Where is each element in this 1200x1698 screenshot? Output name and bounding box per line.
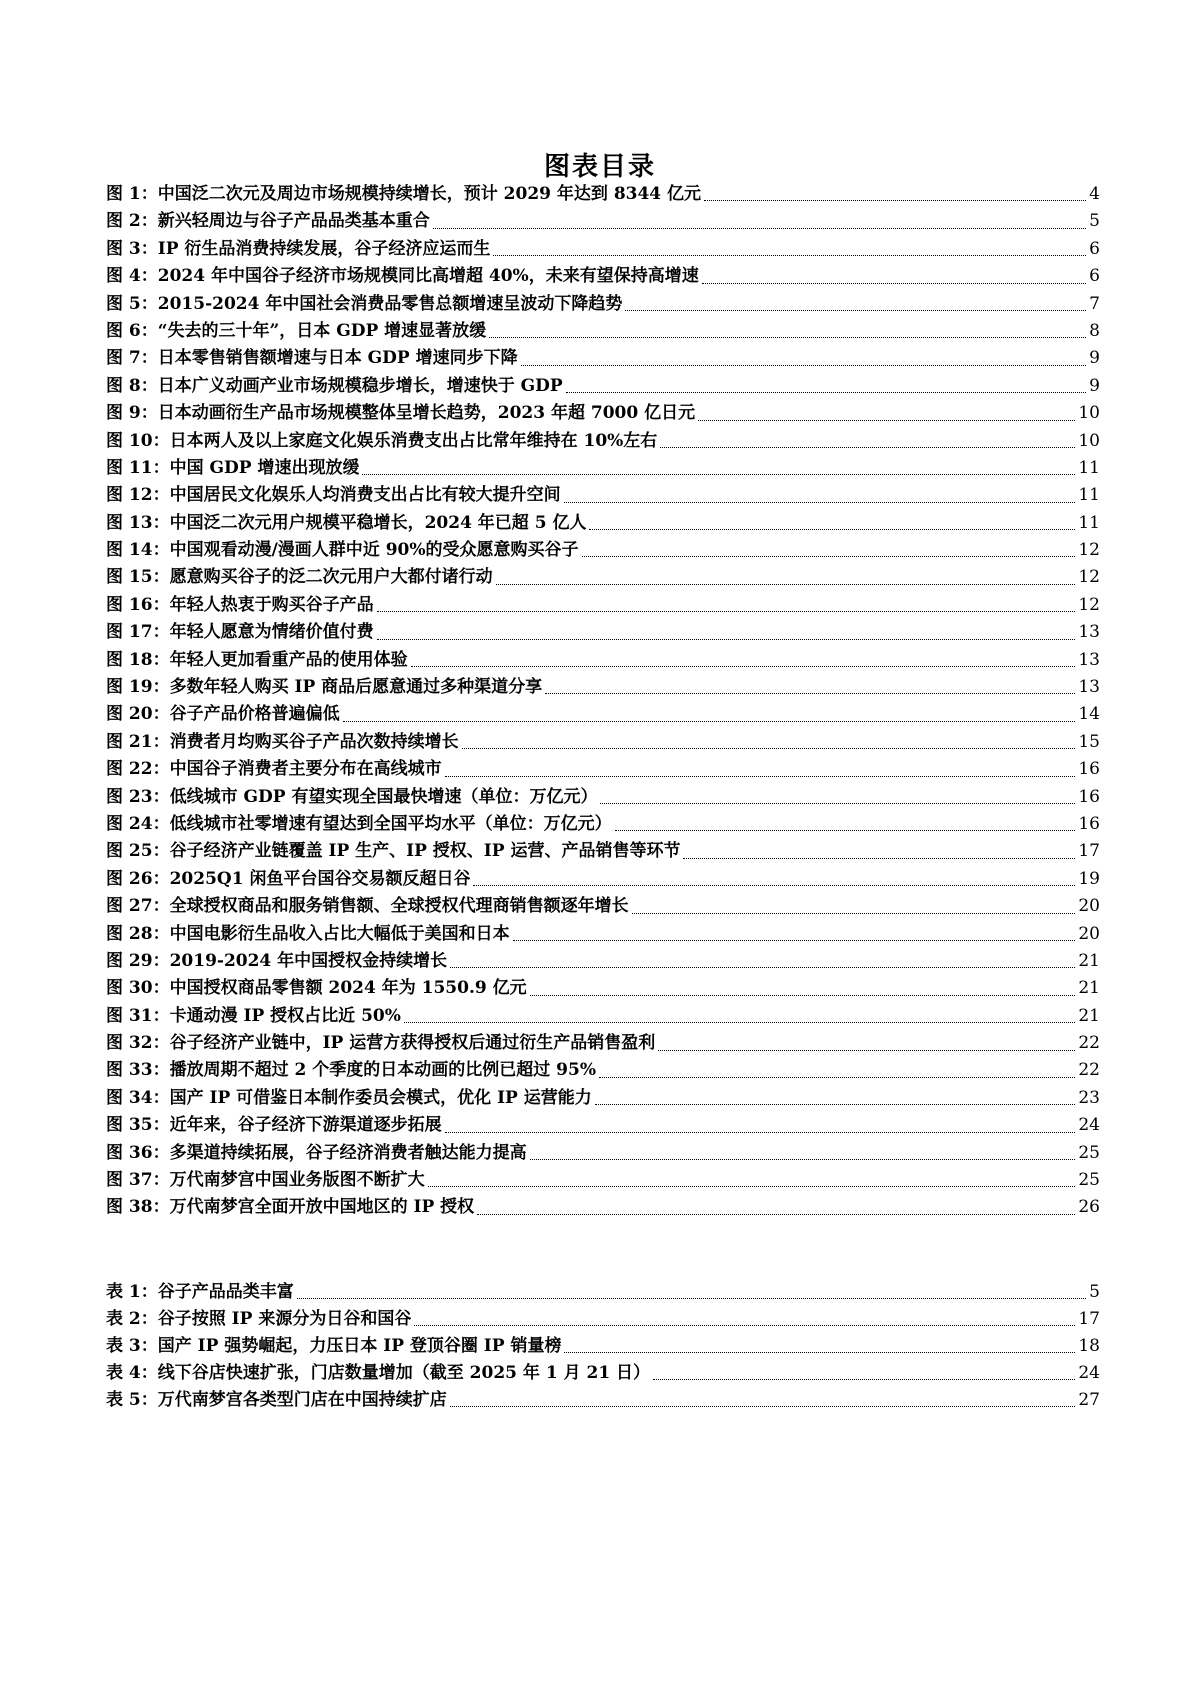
figure-label: 图 32： <box>106 1033 170 1054</box>
dot-leader <box>362 474 1075 475</box>
figure-label: 图 13： <box>106 512 170 533</box>
page-number: 14 <box>1078 704 1100 725</box>
dot-leader <box>473 885 1075 886</box>
figure-label: 图 20： <box>106 704 170 725</box>
page-number: 13 <box>1078 649 1100 670</box>
dot-leader <box>445 776 1076 777</box>
figure-entry[interactable] <box>106 1003 1100 1030</box>
figure-entry[interactable] <box>106 1194 1100 1221</box>
page-number: 4 <box>1089 183 1100 204</box>
figure-title: 消费者月均购买谷子产品次数持续增长 <box>169 731 459 752</box>
figure-title: 中国观看动漫/漫画人群中近 90%的受众愿意购买谷子 <box>169 540 579 561</box>
figure-title: 年轻人愿意为情绪价值付费 <box>169 622 374 643</box>
dot-leader <box>632 913 1076 914</box>
figure-entry[interactable] <box>106 318 1100 345</box>
figure-title: 谷子经济产业链中，IP 运营方获得授权后通过衍生产品销售盈利 <box>169 1033 656 1054</box>
dot-leader <box>545 693 1075 694</box>
dot-leader <box>683 858 1075 859</box>
page-number: 12 <box>1078 540 1100 561</box>
page-number: 11 <box>1078 457 1100 478</box>
table-title: 线下谷店快速扩张，门店数量增加（截至 2025 年 1 月 21 日） <box>157 1363 651 1383</box>
figure-entry[interactable] <box>106 1030 1100 1057</box>
figure-label: 图 30： <box>106 978 170 999</box>
dot-leader <box>493 255 1086 256</box>
figure-entry[interactable] <box>106 975 1100 1002</box>
figure-label: 图 7： <box>106 348 158 369</box>
figure-title: 2025Q1 闲鱼平台国谷交易额反超日谷 <box>169 868 471 889</box>
figure-entry[interactable] <box>106 1140 1100 1167</box>
page-number: 6 <box>1089 238 1100 259</box>
figure-label: 图 6： <box>106 320 158 341</box>
figure-entry[interactable] <box>106 1112 1100 1139</box>
figure-label: 图 34： <box>106 1087 170 1108</box>
table-title: 万代南梦宫各类型门店在中国持续扩店 <box>157 1390 447 1410</box>
page-number: 9 <box>1089 375 1100 396</box>
table-label: 表 1： <box>106 1282 158 1302</box>
page-number: 22 <box>1078 1060 1100 1081</box>
page-number: 16 <box>1078 786 1100 807</box>
figure-title: IP 衍生品消费持续发展，谷子经济应运而生 <box>157 238 491 259</box>
dot-leader <box>564 1352 1075 1353</box>
figure-label: 图 3： <box>106 238 158 259</box>
figure-label: 图 4： <box>106 266 158 287</box>
page-number: 24 <box>1078 1363 1100 1383</box>
table-label: 表 2： <box>106 1309 158 1329</box>
dot-leader <box>377 611 1076 612</box>
figure-label: 图 24： <box>106 813 170 834</box>
page-number: 8 <box>1089 320 1100 341</box>
figure-entry[interactable] <box>106 263 1100 290</box>
page-number: 25 <box>1078 1170 1100 1191</box>
figure-entry[interactable] <box>106 647 1100 674</box>
page-number: 17 <box>1078 1309 1100 1329</box>
dot-leader <box>599 1077 1075 1078</box>
figure-label: 图 15： <box>106 567 170 588</box>
dot-leader <box>433 228 1086 229</box>
figure-entry[interactable] <box>106 592 1100 619</box>
table-entry[interactable] <box>106 1387 1100 1414</box>
page-number: 11 <box>1078 512 1100 533</box>
figure-title: 日本动画衍生产品市场规模整体呈增长趋势，2023 年超 7000 亿日元 <box>157 403 696 424</box>
dot-leader <box>411 666 1076 667</box>
page-number: 10 <box>1078 430 1100 451</box>
figure-label: 图 5： <box>106 293 158 314</box>
dot-leader <box>428 1186 1076 1187</box>
dot-leader <box>564 502 1076 503</box>
figure-label: 图 18： <box>106 649 170 670</box>
figure-entry[interactable] <box>106 619 1100 646</box>
page-number: 9 <box>1089 348 1100 369</box>
page-number: 18 <box>1078 1336 1100 1356</box>
page-number: 25 <box>1078 1142 1100 1163</box>
figure-title: “失去的三十年”，日本 GDP 增速显著放缓 <box>157 320 487 341</box>
page-number: 24 <box>1078 1115 1100 1136</box>
figure-title: 近年来，谷子经济下游渠道逐步拓展 <box>169 1115 442 1136</box>
page-number: 27 <box>1078 1390 1100 1410</box>
dot-leader <box>477 1214 1075 1215</box>
figure-entry[interactable] <box>106 784 1100 811</box>
dot-leader <box>589 529 1075 530</box>
table-entry[interactable] <box>106 1279 1100 1306</box>
figure-label: 图 25： <box>106 841 170 862</box>
figure-title: 中国泛二次元及周边市场规模持续增长，预计 2029 年达到 8344 亿元 <box>157 183 702 204</box>
page-number: 7 <box>1089 293 1100 314</box>
figure-label: 图 12： <box>106 485 170 506</box>
dot-leader <box>625 310 1086 311</box>
figure-title: 中国泛二次元用户规模平稳增长，2024 年已超 5 亿人 <box>169 512 587 533</box>
figure-entry[interactable] <box>106 510 1100 537</box>
dot-leader <box>521 365 1087 366</box>
page-number: 12 <box>1078 594 1100 615</box>
dot-leader <box>566 392 1086 393</box>
figure-entry[interactable] <box>106 811 1100 838</box>
figure-entry[interactable] <box>106 345 1100 372</box>
dot-leader <box>343 721 1076 722</box>
page-number: 5 <box>1089 1282 1100 1302</box>
page-number: 23 <box>1078 1087 1100 1108</box>
figure-title: 中国居民文化娱乐人均消费支出占比有较大提升空间 <box>169 485 561 506</box>
figure-label: 图 22： <box>106 759 170 780</box>
figure-list <box>106 181 1100 1222</box>
dot-leader <box>704 200 1086 201</box>
figure-entry[interactable] <box>106 291 1100 318</box>
figure-label: 图 27： <box>106 896 170 917</box>
figure-title: 多渠道持续拓展，谷子经济消费者触达能力提高 <box>169 1142 527 1163</box>
dot-leader <box>414 1325 1075 1326</box>
table-title: 谷子按照 IP 来源分为日谷和国谷 <box>157 1309 412 1329</box>
figure-label: 图 31： <box>106 1005 170 1026</box>
dot-leader <box>615 830 1076 831</box>
page-number: 21 <box>1078 978 1100 999</box>
figure-label: 图 29： <box>106 950 170 971</box>
figure-title: 新兴轻周边与谷子产品品类基本重合 <box>157 211 430 232</box>
figure-title: 中国 GDP 增速出现放缓 <box>169 457 360 478</box>
page-number: 26 <box>1078 1197 1100 1218</box>
dot-leader <box>702 283 1086 284</box>
figure-label: 图 19： <box>106 677 170 698</box>
figure-entry[interactable] <box>106 208 1100 235</box>
table-title: 谷子产品品类丰富 <box>157 1282 294 1302</box>
dot-leader <box>445 1132 1076 1133</box>
figure-title: 中国电影衍生品收入占比大幅低于美国和日本 <box>169 923 510 944</box>
figure-title: 多数年轻人购买 IP 商品后愿意通过多种渠道分享 <box>169 677 543 698</box>
figure-entry[interactable] <box>106 564 1100 591</box>
figure-label: 图 36： <box>106 1142 170 1163</box>
page-number: 10 <box>1078 403 1100 424</box>
figure-entry[interactable] <box>106 701 1100 728</box>
dot-leader <box>450 1406 1076 1407</box>
figure-label: 图 38： <box>106 1197 170 1218</box>
figure-entry[interactable] <box>106 756 1100 783</box>
page-number: 12 <box>1078 567 1100 588</box>
figure-entry[interactable] <box>106 729 1100 756</box>
figure-entry[interactable] <box>106 400 1100 427</box>
page-number: 6 <box>1089 266 1100 287</box>
figure-entry[interactable] <box>106 428 1100 455</box>
table-label: 表 4： <box>106 1363 158 1383</box>
table-list <box>106 1279 1100 1414</box>
figure-label: 图 37： <box>106 1170 170 1191</box>
dot-leader <box>404 1022 1075 1023</box>
figure-label: 图 11： <box>106 457 170 478</box>
figure-label: 图 23： <box>106 786 170 807</box>
figure-title: 谷子产品价格普遍偏低 <box>169 704 340 725</box>
page-number: 19 <box>1078 868 1100 889</box>
page-number: 20 <box>1078 896 1100 917</box>
figure-label: 图 21： <box>106 731 170 752</box>
figure-entry[interactable] <box>106 866 1100 893</box>
figure-title: 2019-2024 年中国授权金持续增长 <box>169 950 448 971</box>
dot-leader <box>496 584 1076 585</box>
page-number: 11 <box>1078 485 1100 506</box>
figure-title: 万代南梦宫全面开放中国地区的 IP 授权 <box>169 1197 475 1218</box>
dot-leader <box>595 1104 1076 1105</box>
page-number: 21 <box>1078 1005 1100 1026</box>
figure-title: 年轻人热衷于购买谷子产品 <box>169 594 374 615</box>
figure-entry[interactable] <box>106 373 1100 400</box>
page-number: 5 <box>1089 211 1100 232</box>
figure-entry[interactable] <box>106 921 1100 948</box>
dot-leader <box>450 967 1075 968</box>
figure-title: 谷子经济产业链覆盖 IP 生产、IP 授权、IP 运营、产品销售等环节 <box>169 841 681 862</box>
figure-entry[interactable] <box>106 1167 1100 1194</box>
page-number: 20 <box>1078 923 1100 944</box>
figure-title: 愿意购买谷子的泛二次元用户大都付诸行动 <box>169 567 493 588</box>
figure-label: 图 16： <box>106 594 170 615</box>
dot-leader <box>653 1379 1075 1380</box>
page-number: 21 <box>1078 950 1100 971</box>
dot-leader <box>582 556 1076 557</box>
figure-label: 图 35： <box>106 1115 170 1136</box>
figure-title: 中国谷子消费者主要分布在高线城市 <box>169 759 442 780</box>
figure-title: 2015-2024 年中国社会消费品零售总额增速呈波动下降趋势 <box>157 293 623 314</box>
dot-leader <box>660 447 1075 448</box>
figure-title: 年轻人更加看重产品的使用体验 <box>169 649 408 670</box>
page-number: 17 <box>1078 841 1100 862</box>
table-entry[interactable] <box>106 1306 1100 1333</box>
dot-leader <box>297 1298 1086 1299</box>
figure-label: 图 2： <box>106 211 158 232</box>
figure-entry[interactable] <box>106 236 1100 263</box>
figure-entry[interactable] <box>106 674 1100 701</box>
dot-leader <box>377 639 1076 640</box>
figure-label: 图 28： <box>106 923 170 944</box>
dot-leader <box>513 940 1076 941</box>
dot-leader <box>530 995 1076 996</box>
figure-title: 低线城市 GDP 有望实现全国最快增速（单位：万亿元） <box>169 786 598 807</box>
figure-entry[interactable] <box>106 893 1100 920</box>
figure-title: 低线城市社零增速有望达到全国平均水平（单位：万亿元） <box>169 813 612 834</box>
figure-title: 中国授权商品零售额 2024 年为 1550.9 亿元 <box>169 978 527 999</box>
figure-entry[interactable] <box>106 482 1100 509</box>
page-number: 16 <box>1078 759 1100 780</box>
page-number: 22 <box>1078 1033 1100 1054</box>
table-label: 表 3： <box>106 1336 158 1356</box>
page-number: 15 <box>1078 731 1100 752</box>
page-number: 13 <box>1078 622 1100 643</box>
figure-title: 卡通动漫 IP 授权占比近 50% <box>169 1005 401 1026</box>
page-number: 13 <box>1078 677 1100 698</box>
figure-label: 图 33： <box>106 1060 170 1081</box>
figure-entry[interactable] <box>106 838 1100 865</box>
figure-title: 日本广义动画产业市场规模稳步增长，增速快于 GDP <box>157 375 563 396</box>
dot-leader <box>462 748 1076 749</box>
figure-label: 图 17： <box>106 622 170 643</box>
figure-entry[interactable] <box>106 181 1100 208</box>
dot-leader <box>658 1050 1075 1051</box>
figure-entry[interactable] <box>106 455 1100 482</box>
page-number: 16 <box>1078 813 1100 834</box>
figure-title: 全球授权商品和服务销售额、全球授权代理商销售额逐年增长 <box>169 896 629 917</box>
figure-label: 图 14： <box>106 540 170 561</box>
figure-title: 日本零售销售额增速与日本 GDP 增速同步下降 <box>157 348 518 369</box>
table-entry[interactable] <box>106 1360 1100 1387</box>
table-title: 国产 IP 强势崛起，力压日本 IP 登顶谷圈 IP 销量榜 <box>157 1336 562 1356</box>
figure-entry[interactable] <box>106 537 1100 564</box>
dot-leader <box>698 420 1075 421</box>
figure-label: 图 9： <box>106 403 158 424</box>
dot-leader <box>489 337 1086 338</box>
figure-label: 图 10： <box>106 430 170 451</box>
figure-label: 图 26： <box>106 868 170 889</box>
dot-leader <box>530 1159 1076 1160</box>
table-entry[interactable] <box>106 1333 1100 1360</box>
figure-label: 图 8： <box>106 375 158 396</box>
figure-label: 图 1： <box>106 183 158 204</box>
dot-leader <box>600 803 1075 804</box>
figure-title: 国产 IP 可借鉴日本制作委员会模式，优化 IP 运营能力 <box>169 1087 592 1108</box>
figure-title: 2024 年中国谷子经济市场规模同比高增超 40%，未来有望保持高增速 <box>157 266 699 287</box>
figure-entry[interactable] <box>106 1058 1100 1085</box>
figure-title: 日本两人及以上家庭文化娱乐消费支出占比常年维持在 10%左右 <box>169 430 658 451</box>
figure-entry[interactable] <box>106 948 1100 975</box>
figure-title: 万代南梦宫中国业务版图不断扩大 <box>169 1170 425 1191</box>
table-label: 表 5： <box>106 1390 158 1410</box>
figure-entry[interactable] <box>106 1085 1100 1112</box>
page-title: 图表目录 <box>543 152 656 182</box>
figure-title: 播放周期不超过 2 个季度的日本动画的比例已超过 95% <box>169 1060 596 1081</box>
